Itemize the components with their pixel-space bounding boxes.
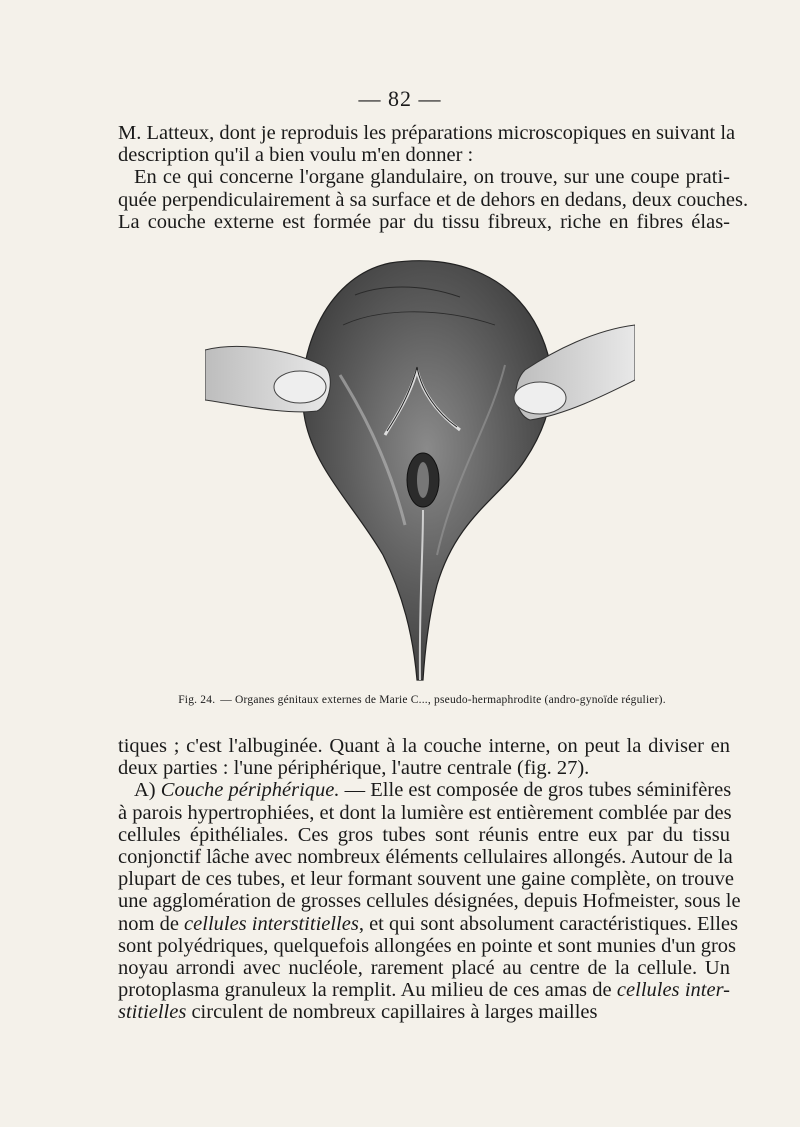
text-line-mixed xyxy=(118,979,730,1001)
figure-caption xyxy=(142,694,702,706)
text-line: En ce qui concerne l'organe glandulaire, on trouve, sur une coupe prati- xyxy=(134,166,730,189)
text-run: , et qui sont absolument caractéristiques. Elles xyxy=(358,912,738,935)
text-line: M. Latteux, dont je reproduis les préparations microscopiques en suivant la xyxy=(118,122,736,144)
text-line: quée perpendiculairement à sa surface et de dehors en dedans, deux couches. xyxy=(118,188,749,211)
figure-caption-text: — Organes génitaux externes de Marie C..., pseudo-hermaphrodite (andro-gynoïde régulier). xyxy=(220,694,666,706)
italic-run: cellules inter- xyxy=(616,979,730,1002)
text-line: sont polyédriques, quelquefois allongées en pointe et sont munies d'un gros xyxy=(118,934,737,957)
italic-run: cellules interstitielles xyxy=(184,912,359,935)
text-line-mixed xyxy=(118,912,738,935)
italic-run: stitielles xyxy=(118,1001,187,1024)
text-run: — Elle est composée de gros tubes séminifères xyxy=(339,779,732,802)
anatomical-figure-illustration xyxy=(205,255,635,685)
text-line: deux parties : l'une périphérique, l'autre centrale (fig. 27). xyxy=(118,757,590,780)
text-run: circulent de nombreux capillaires à larges mailles xyxy=(186,1001,598,1024)
italic-run: Couche périphérique. xyxy=(160,779,340,802)
top-paragraph xyxy=(118,122,749,233)
text-line-mixed xyxy=(118,1001,730,1023)
text-line: plupart de ces tubes, et leur formant souvent une gaine complète, on trouve xyxy=(118,868,734,891)
text-line: noyau arrondi avec nucléole, rarement placé au centre de la cellule. Un xyxy=(118,957,730,980)
text-line: cellules épithéliales. Ces gros tubes sont réunis entre eux par du tissu xyxy=(118,823,730,846)
text-run: protoplasma granuleux la remplit. Au milieu de ces amas de xyxy=(118,979,617,1002)
text-line: conjonctif lâche avec nombreux éléments cellulaires allongés. Autour de la xyxy=(118,846,733,869)
text-line: tiques ; c'est l'albuginée. Quant à la couche interne, on peut la diviser en xyxy=(118,735,730,757)
text-run: A) xyxy=(134,779,161,802)
text-line: description qu'il a bien voulu m'en donner : xyxy=(118,144,474,167)
text-line: à parois hypertrophiées, et dont la lumière est entièrement comblée par des xyxy=(118,801,732,824)
bottom-paragraph xyxy=(118,735,741,1024)
text-line-mixed xyxy=(118,779,730,801)
text-line: La couche externe est formée par du tissu fibreux, riche en fibres élas- xyxy=(118,210,730,233)
text-line: une agglomération de grosses cellules désignées, depuis Hofmeister, sous le xyxy=(118,890,741,913)
text-run: nom de xyxy=(118,912,185,935)
figure-label: Fig. 24. xyxy=(178,694,216,706)
page-number: — 82 — xyxy=(358,86,442,111)
